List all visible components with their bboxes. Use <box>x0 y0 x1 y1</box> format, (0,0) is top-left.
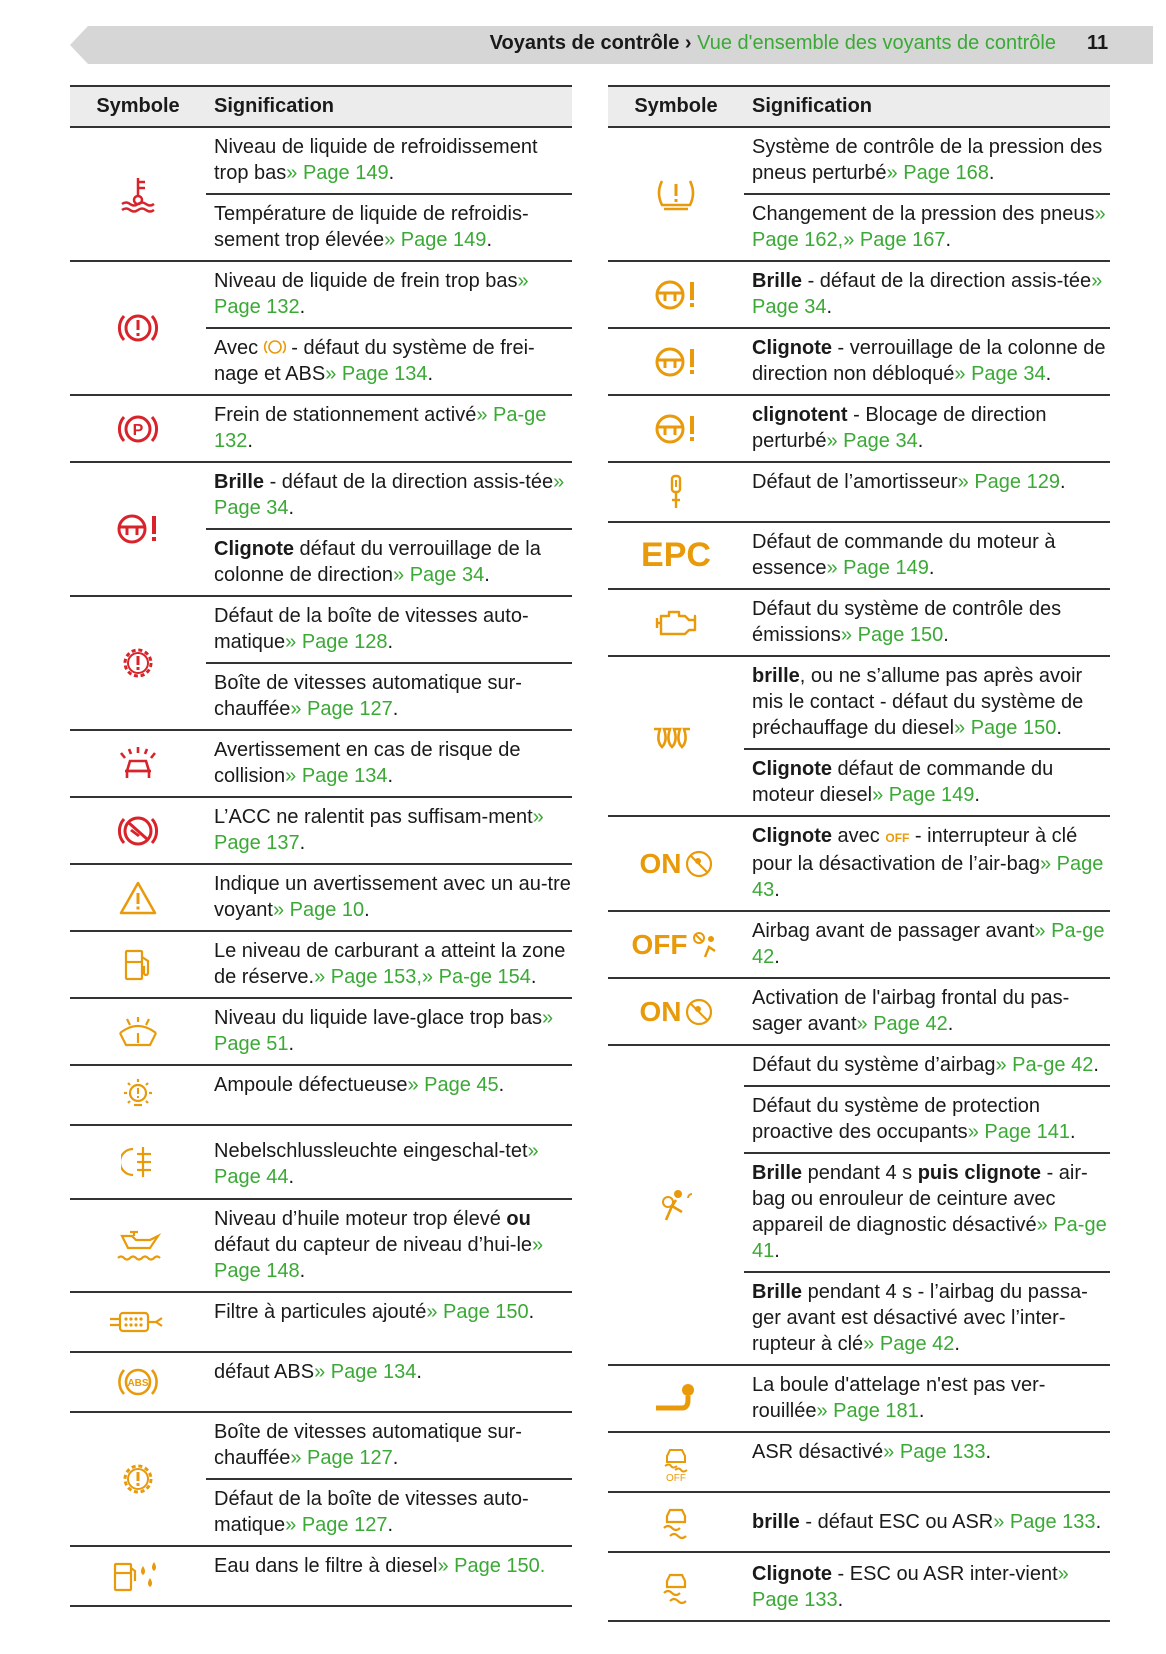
table-row <box>608 590 1110 657</box>
table-row <box>70 1353 572 1413</box>
table-row <box>70 1066 572 1126</box>
table-row <box>608 817 1110 912</box>
table-row <box>608 657 1110 817</box>
table-row <box>608 463 1110 523</box>
list-item: Clignote avec OFF - interrupteur à clé pour la désactivation de l’air-bag» Page 43. <box>752 825 1104 901</box>
table-row <box>608 1493 1110 1553</box>
particle-filter-icon <box>70 1293 206 1351</box>
table-row <box>608 912 1110 979</box>
parking-brake-icon <box>70 396 206 461</box>
list-item: défaut ABS» Page 134. <box>214 1361 422 1383</box>
list-item: brille, ou ne s’allume pas après avoir mis le contact - défaut du système de préchauffage du diesel» Page 150. <box>752 665 1084 739</box>
list-item: Clignote défaut de commande du moteur diesel» Page 149. <box>744 748 1110 815</box>
list-item: Clignote défaut du verrouillage de la colonne de direction» Page 34. <box>206 528 572 595</box>
svg-text:P: P <box>132 421 144 439</box>
page-number: 11 <box>1087 32 1109 54</box>
header-meaning: Signification <box>214 95 334 117</box>
table-row <box>70 1413 572 1547</box>
header-symbol: Symbole <box>634 95 718 117</box>
towbar-icon <box>608 1366 744 1431</box>
list-item: Niveau de liquide de refroidissement trop bas» Page 149. <box>214 136 538 184</box>
table-row <box>608 979 1110 1046</box>
list-item: Défaut du système d’airbag» Pa-ge 42. <box>752 1054 1099 1076</box>
shock-absorber-icon <box>608 463 744 521</box>
gearbox-warning-icon <box>70 597 206 729</box>
list-item: Défaut du système de contrôle des émissions» Page 150. <box>752 598 1062 646</box>
table-row <box>70 463 572 597</box>
table-row <box>70 731 572 798</box>
list-item: Défaut de la boîte de vitesses auto-matique» Page 128. <box>214 605 529 653</box>
steering-yellow-icon <box>608 396 744 461</box>
left-table <box>70 85 572 1607</box>
table-row <box>70 1200 572 1293</box>
table-row <box>70 999 572 1066</box>
list-item: ASR désactivé» Page 133. <box>752 1441 992 1463</box>
water-in-diesel-icon <box>70 1547 206 1605</box>
list-item: Brille pendant 4 s puis clignote - air-bag ou enrouleur de ceinture avec appareil de diagnostic désactivé» Pa-ge 41. <box>744 1152 1110 1271</box>
table-row <box>70 1126 572 1200</box>
table-header <box>608 85 1110 128</box>
list-item: Indique un avertissement avec un au-tre voyant» Page 10. <box>214 873 571 921</box>
list-item: Le niveau de carburant a atteint la zone de réserve.» Page 153,» Pa-ge 154. <box>214 940 566 988</box>
table-row <box>608 329 1110 396</box>
breadcrumb-separator: › <box>684 32 692 54</box>
right-table <box>608 85 1110 1622</box>
table-row <box>70 1547 572 1607</box>
list-item: Airbag avant de passager avant» Pa-ge 42. <box>752 920 1105 968</box>
list-item: Frein de stationnement activé» Pa-ge 132. <box>214 404 547 452</box>
table-row <box>608 262 1110 329</box>
washer-fluid-icon <box>70 999 206 1064</box>
table-row <box>608 1553 1110 1622</box>
coolant-icon <box>70 128 206 260</box>
glow-plug-icon <box>608 657 744 815</box>
esc-icon <box>608 1553 744 1620</box>
steering-warning-icon <box>70 463 206 595</box>
table-row <box>70 865 572 932</box>
table-row <box>608 523 1110 590</box>
list-item: L’ACC ne ralentit pas suffisam-ment» Page 137. <box>214 806 544 854</box>
header-breadcrumb <box>490 32 1056 55</box>
collision-warning-icon <box>70 731 206 796</box>
acc-warning-icon <box>70 798 206 863</box>
list-item: Avertissement en cas de risque de collision» Page 134. <box>214 739 521 787</box>
list-item: Nebelschlussleuchte eingeschal-tet» Page 44. <box>214 1140 539 1188</box>
asr-off-icon <box>608 1433 744 1491</box>
svg-text:ABS: ABS <box>127 1378 149 1389</box>
list-item: Défaut de la boîte de vitesses auto-matique» Page 127. <box>206 1478 572 1545</box>
table-row <box>70 128 572 262</box>
list-item: Eau dans le filtre à diesel» Page 150. <box>214 1555 546 1577</box>
list-item: Brille - défaut de la direction assis-tée» Page 34. <box>752 270 1103 318</box>
list-item: Activation de l'airbag frontal du pas-sager avant» Page 42. <box>752 987 1070 1035</box>
steering-yellow-icon <box>608 329 744 394</box>
table-row <box>608 1366 1110 1433</box>
list-item: Boîte de vitesses automatique sur-chauffée» Page 127. <box>214 1421 522 1469</box>
table-row <box>70 396 572 463</box>
list-item: Clignote - verrouillage de la colonne de direction non débloqué» Page 34. <box>752 337 1106 385</box>
steering-yellow-icon <box>608 262 744 327</box>
list-item: Avec - défaut du système de frei-nage et ABS» Page 134. <box>206 327 572 394</box>
airbag-off-icon: OFF <box>608 912 744 977</box>
header-meaning: Signification <box>752 95 872 117</box>
warning-triangle-icon <box>70 865 206 930</box>
list-item: Brille pendant 4 s - l’airbag du passa-ger avant est désactivé avec l’inter-rupteur à clé» Page 42. <box>744 1271 1110 1364</box>
list-item: Défaut de commande du moteur à essence» Page 149. <box>752 531 1056 579</box>
oil-level-icon <box>70 1200 206 1291</box>
table-row <box>70 798 572 865</box>
list-item: Niveau d’huile moteur trop élevé ou défaut du capteur de niveau d’hui-le» Page 148. <box>214 1208 544 1282</box>
rear-fog-light-icon <box>70 1126 206 1198</box>
epc-icon: EPC <box>641 536 711 574</box>
list-item: clignotent - Blocage de direction perturbé» Page 34. <box>752 404 1047 452</box>
list-item: Niveau de liquide de frein trop bas» Page 132. <box>214 270 529 318</box>
brake-warning-icon <box>70 262 206 394</box>
list-item: Brille - défaut de la direction assis-tée» Page 34. <box>214 471 565 519</box>
tire-pressure-icon <box>608 128 744 260</box>
table-row <box>608 1433 1110 1493</box>
table-row <box>608 1046 1110 1366</box>
airbag-fault-icon <box>608 1046 744 1364</box>
list-item: Ampoule défectueuse» Page 45. <box>214 1074 505 1096</box>
fuel-icon <box>70 932 206 997</box>
list-item: Système de contrôle de la pression des pneus perturbé» Page 168. <box>752 136 1103 184</box>
list-item: Niveau du liquide lave-glace trop bas» Page 51. <box>214 1007 554 1055</box>
abs-inline-icon <box>264 338 286 356</box>
svg-text:OFF: OFF <box>666 1473 686 1482</box>
table-row <box>70 597 572 731</box>
list-item: Filtre à particules ajouté» Page 150. <box>214 1301 535 1323</box>
list-item: La boule d'attelage n'est pas ver-rouillée» Page 181. <box>752 1374 1046 1422</box>
table-header <box>70 85 572 128</box>
table-row <box>70 1293 572 1353</box>
table-row <box>70 932 572 999</box>
table-row <box>608 396 1110 463</box>
list-item: Température de liquide de refroidis-sement trop élevée» Page 149. <box>206 193 572 260</box>
airbag-on-icon: ON <box>608 979 744 1044</box>
abs-icon <box>70 1353 206 1411</box>
bulb-icon <box>70 1066 206 1124</box>
esc-icon <box>608 1493 744 1551</box>
list-item: brille - défaut ESC ou ASR» Page 133. <box>752 1511 1102 1533</box>
list-item: Défaut de l’amortisseur» Page 129. <box>752 471 1066 493</box>
off-inline-label: OFF <box>885 831 910 845</box>
list-item: Boîte de vitesses automatique sur-chauffée» Page 127. <box>206 662 572 729</box>
header-symbol: Symbole <box>96 95 180 117</box>
chapter-title: Voyants de contrôle <box>489 32 680 54</box>
list-item: Clignote - ESC ou ASR inter-vient» Page 133. <box>752 1563 1069 1611</box>
list-item: Défaut du système de protection proactive des occupants» Page 141. <box>744 1085 1110 1152</box>
airbag-on-icon: ON <box>608 817 744 910</box>
gearbox-warning-yellow-icon <box>70 1413 206 1545</box>
list-item: Changement de la pression des pneus» Page 162,» Page 167. <box>744 193 1110 260</box>
engine-check-icon <box>608 590 744 655</box>
section-title: Vue d'ensemble des voyants de contrôle <box>697 32 1056 54</box>
table-row <box>70 262 572 396</box>
table-row <box>608 128 1110 262</box>
